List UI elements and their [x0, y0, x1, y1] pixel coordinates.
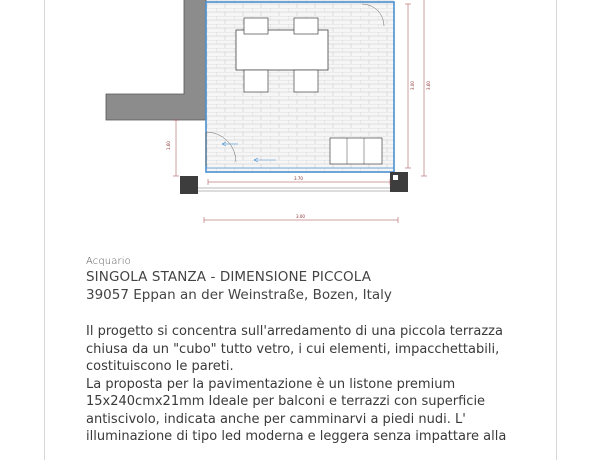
- description-paragraph: Il progetto si concentra sull'arredamento di una piccola terrazza chiusa da un "cubo" tutto vetro, i cui elementi, impacchettabili, costituiscono le pareti.: [86, 324, 503, 374]
- dim-label-left: 1.60: [166, 141, 171, 150]
- dim-label-right-outer: 3.60: [426, 81, 431, 90]
- chair: [244, 70, 268, 92]
- description-paragraph: La proposta per la pavimentazione è un listone premium 15x240cmx21mm Ideale per balconi e terrazzi con superficie antiscivolo, indicata anche per camminarvi a piedi nudi. L' illuminazione di tipo led moderna e leggera senza impattare alla: [86, 376, 507, 444]
- column-right: [390, 172, 408, 192]
- dim-label-outer-width: 3.00: [296, 214, 305, 219]
- wall-ledge: [106, 94, 206, 120]
- chair: [294, 18, 318, 34]
- bench-group: [330, 138, 382, 164]
- column-right-marker: [393, 175, 398, 180]
- project-category: Acquario: [86, 256, 131, 267]
- dining-table: [236, 30, 328, 70]
- project-title: SINGOLA STANZA - DIMENSIONE PICCOLA: [86, 269, 372, 285]
- chair: [244, 18, 268, 34]
- column-left: [180, 176, 198, 194]
- project-caption: [86, 256, 516, 446]
- project-description: [86, 323, 516, 446]
- chair: [294, 70, 318, 92]
- bench: [330, 138, 382, 164]
- dim-label-inner-width: 3.70: [294, 176, 303, 181]
- project-address: 39057 Eppan an der Weinstraße, Bozen, Italy: [86, 287, 392, 303]
- wall-upper-left: [184, 0, 206, 94]
- dim-label-right-inner: 3.00: [410, 81, 415, 90]
